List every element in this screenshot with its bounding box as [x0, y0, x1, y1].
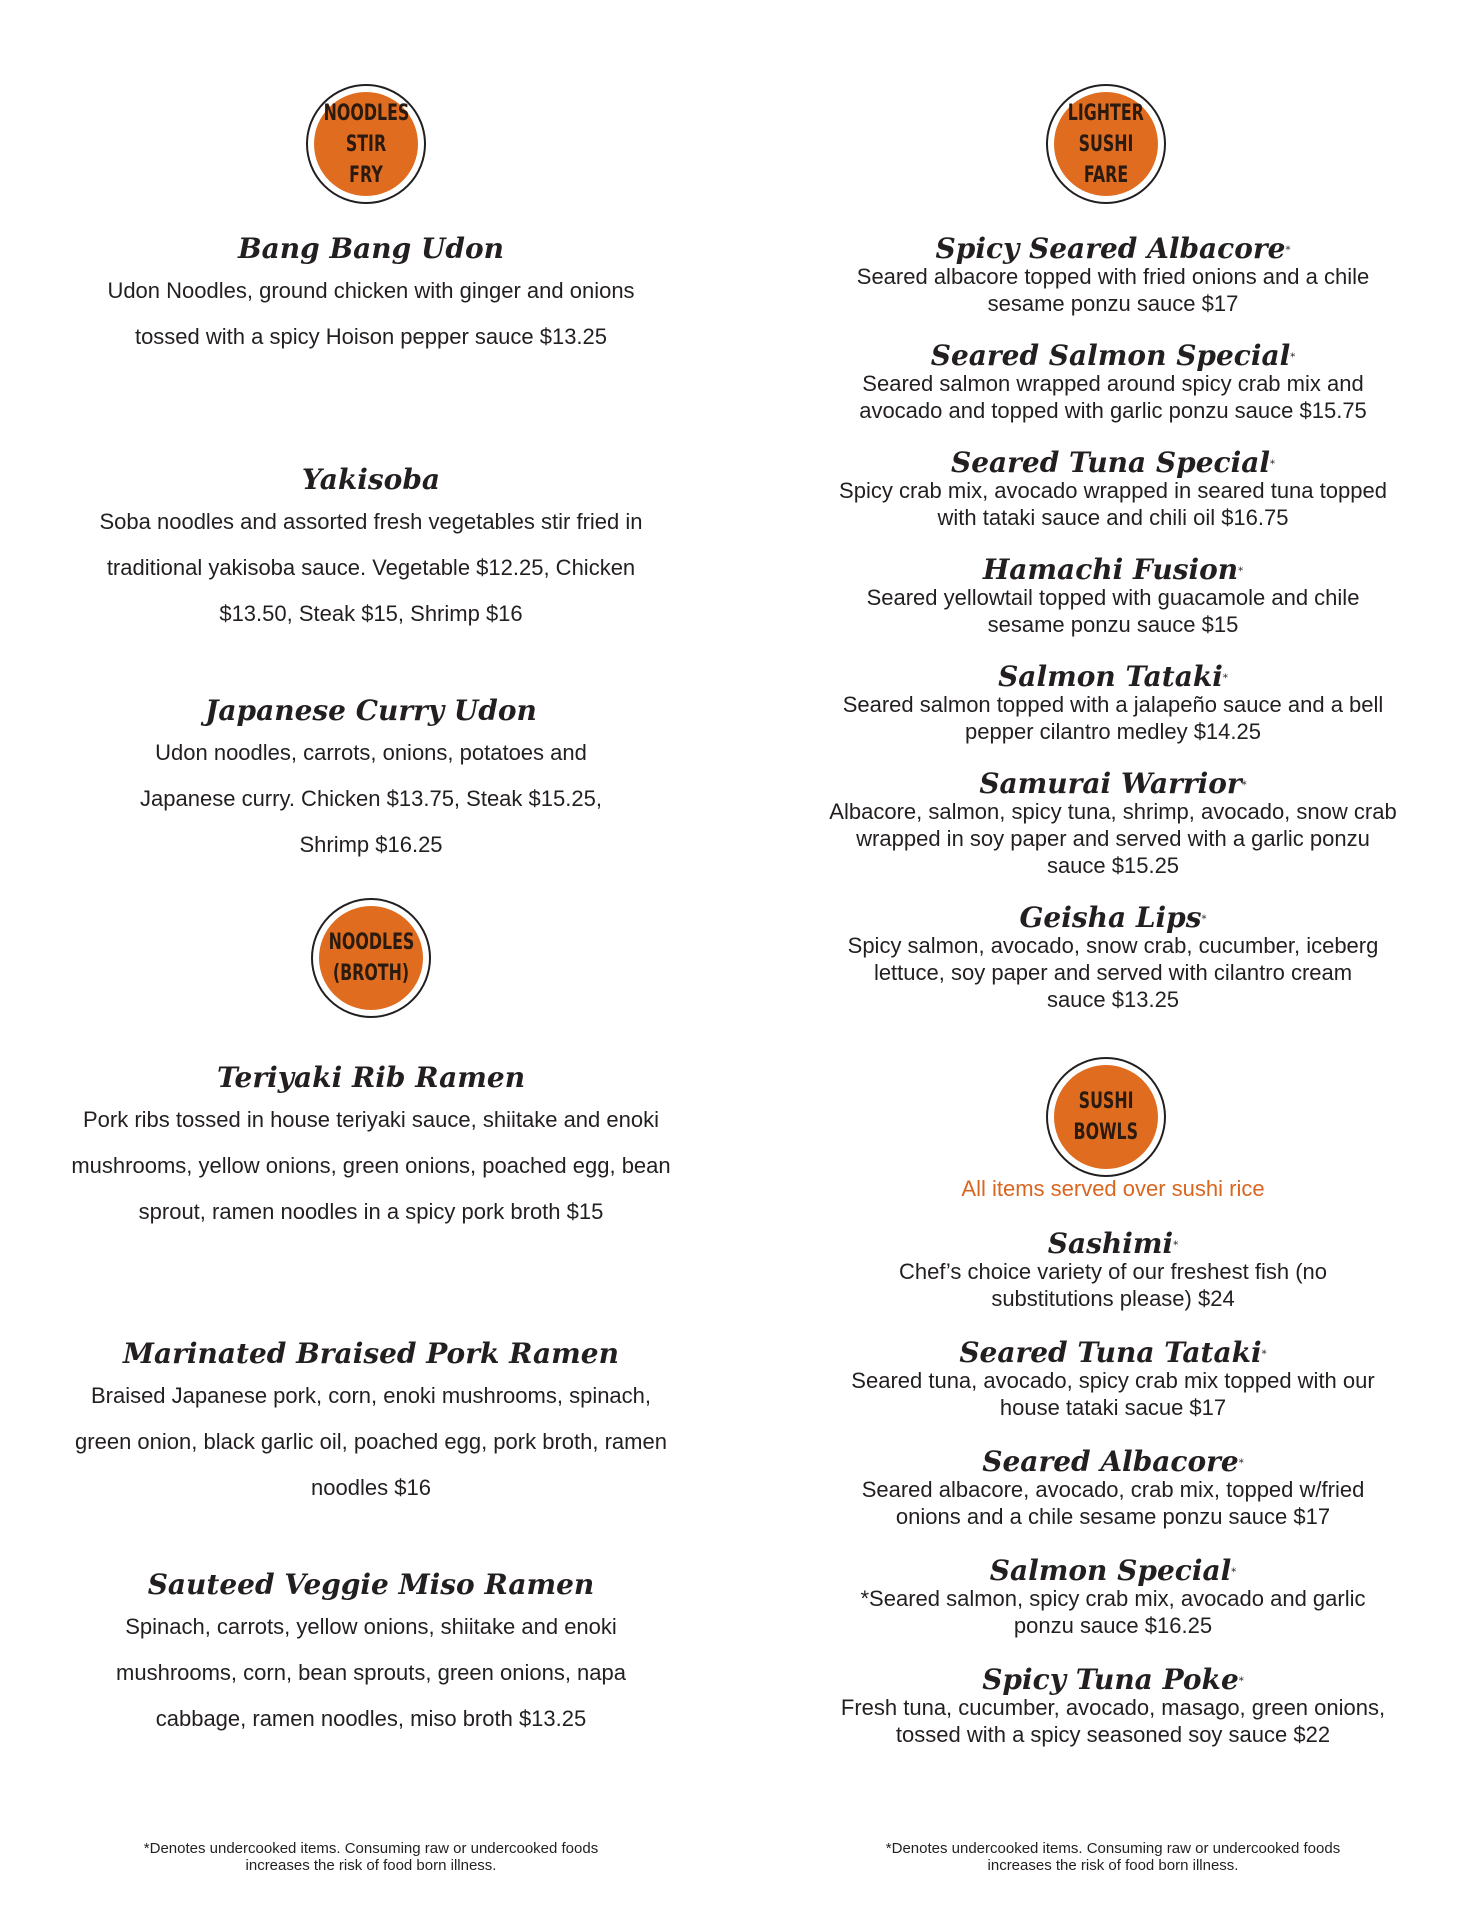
item-title: [812, 660, 1414, 693]
menu-item: [812, 446, 1414, 531]
footer-disclaimer: *Denotes undercooked items. Consuming raw or undercooked foods increases the risk of food born illness.: [143, 1840, 599, 1874]
item-title: [812, 1445, 1414, 1478]
item-title-text: Geisha Lips: [1019, 901, 1202, 934]
item-title-text: Hamachi Fusion: [982, 553, 1239, 586]
asterisk: *: [1201, 914, 1207, 925]
menu-item: [812, 1445, 1414, 1530]
item-title: [812, 1663, 1414, 1696]
item-title: Sauteed Veggie Miso Ramen: [147, 1568, 595, 1601]
menu-item: [812, 339, 1414, 424]
item-description: Spicy crab mix, avocado wrapped in seared tuna topped with tataki sauce and chili oil $16.75: [839, 478, 1387, 530]
menu-item: [812, 232, 1414, 317]
item-title-text: Samurai Warrior: [979, 767, 1242, 800]
noodles-broth-badge: [311, 898, 431, 1018]
item-title-text: Sashimi: [1047, 1227, 1174, 1260]
badge-line: SUSHI FARE: [1078, 131, 1134, 188]
noodles-stir-fry-badge: [306, 84, 426, 204]
item-description: Seared salmon wrapped around spicy crab mix and avocado and topped with garlic ponzu sauce $15.75: [859, 371, 1367, 423]
lighter-sushi-fare-badge: [1046, 84, 1166, 204]
item-title: [812, 1554, 1414, 1587]
menu-item: [812, 1554, 1414, 1639]
item-title: [812, 901, 1414, 934]
item-title-text: Seared Tuna Tataki: [959, 1336, 1262, 1369]
item-description: Udon noodles, carrots, onions, potatoes and Japanese curry. Chicken $13.75, Steak $15.25, Shrimp $16.25: [140, 740, 602, 857]
asterisk: *: [1285, 245, 1291, 256]
menu-item: [812, 1227, 1414, 1312]
menu-item: [70, 694, 672, 868]
item-description: Udon Noodles, ground chicken with ginger and onions tossed with a spicy Hoison pepper sauce $13.25: [107, 278, 635, 349]
menu-item: [70, 1061, 672, 1235]
badge-line: BOWLS: [1073, 1120, 1139, 1145]
asterisk: *: [1261, 1349, 1267, 1360]
asterisk: *: [1238, 566, 1244, 577]
menu-item: [812, 1663, 1414, 1748]
asterisk: *: [1222, 673, 1228, 684]
item-description: Albacore, salmon, spicy tuna, shrimp, avocado, snow crab wrapped in soy paper and served with a garlic ponzu sauce $15.25: [829, 799, 1397, 878]
badge-line: (BROTH): [332, 961, 410, 986]
item-title: [812, 553, 1414, 586]
item-description: Pork ribs tossed in house teriyaki sauce, shiitake and enoki mushrooms, yellow onions, green onions, poached egg, bean sprout, ramen noodles in a spicy pork broth $15: [71, 1107, 671, 1224]
badge-line: NOODLES: [323, 100, 409, 126]
footer-disclaimer: *Denotes undercooked items. Consuming raw or undercooked foods increases the risk of food born illness.: [885, 1840, 1341, 1874]
item-description: Seared salmon topped with a jalapeño sauce and a bell pepper cilantro medley $14.25: [842, 692, 1384, 744]
item-title-text: Salmon Tataki: [998, 660, 1223, 693]
menu-item: [70, 232, 672, 360]
asterisk: *: [1241, 780, 1247, 791]
sushi-bowls-note: All items served over sushi rice: [961, 1176, 1265, 1201]
item-description: Soba noodles and assorted fresh vegetables stir fried in traditional yakisoba sauce. Vegetable $12.25, Chicken $13.50, Steak $15, Shrimp $16: [99, 509, 643, 626]
menu-item: [812, 767, 1414, 879]
asterisk: *: [1238, 1458, 1244, 1469]
menu-item: [70, 463, 672, 637]
menu-item: [812, 553, 1414, 638]
item-description: Seared yellowtail topped with guacamole and chile sesame ponzu sauce $15: [866, 585, 1360, 637]
item-description: Chef’s choice variety of our freshest fish (no substitutions please) $24: [899, 1259, 1327, 1311]
menu-item: [812, 1336, 1414, 1421]
item-description: Spinach, carrots, yellow onions, shiitake and enoki mushrooms, corn, bean sprouts, green onions, napa cabbage, ramen noodles, miso broth $13.25: [116, 1614, 626, 1731]
item-title: Japanese Curry Udon: [205, 694, 537, 727]
item-title-text: Spicy Tuna Poke: [982, 1663, 1239, 1696]
item-title: Bang Bang Udon: [237, 232, 504, 265]
menu-item: [812, 901, 1414, 1013]
item-title: Marinated Braised Pork Ramen: [123, 1337, 619, 1370]
item-description: Seared albacore, avocado, crab mix, topped w/fried onions and a chile sesame ponzu sauce $17: [861, 1477, 1365, 1529]
item-title-text: Spicy Seared Albacore: [935, 232, 1286, 265]
item-title: [812, 232, 1414, 265]
item-title: [812, 446, 1414, 479]
badge-line: LIGHTER: [1067, 100, 1145, 126]
badge-line: SUSHI: [1078, 1089, 1134, 1114]
item-description: *Seared salmon, spicy crab mix, avocado and garlic ponzu sauce $16.25: [860, 1586, 1366, 1638]
badge-line: STIR FRY: [345, 131, 387, 188]
item-title: [812, 339, 1414, 372]
item-description: Seared albacore topped with fried onions and a chile sesame ponzu sauce $17: [856, 264, 1370, 316]
asterisk: *: [1270, 459, 1276, 470]
asterisk: *: [1290, 352, 1296, 363]
badge-line: NOODLES: [328, 930, 414, 955]
item-title: [812, 1227, 1414, 1260]
sushi-bowls-badge: [1046, 1057, 1166, 1177]
item-description: Braised Japanese pork, corn, enoki mushrooms, spinach, green onion, black garlic oil, poached egg, pork broth, ramen noodles $16: [75, 1383, 667, 1500]
item-title: Teriyaki Rib Ramen: [216, 1061, 526, 1094]
item-title-text: Salmon Special: [989, 1554, 1232, 1587]
item-title-text: Seared Albacore: [982, 1445, 1239, 1478]
item-title-text: Seared Salmon Special: [930, 339, 1291, 372]
asterisk: *: [1173, 1240, 1179, 1251]
menu-item: [70, 1568, 672, 1742]
asterisk: *: [1238, 1676, 1244, 1687]
menu-item: [812, 660, 1414, 745]
asterisk: *: [1231, 1567, 1237, 1578]
item-description: Spicy salmon, avocado, snow crab, cucumber, iceberg lettuce, soy paper and served with cilantro cream sauce $13.25: [847, 933, 1379, 1012]
item-title: [812, 1336, 1414, 1369]
item-title: [812, 767, 1414, 800]
menu-item: [70, 1337, 672, 1511]
item-description: Fresh tuna, cucumber, avocado, masago, green onions, tossed with a spicy seasoned soy sauce $22: [840, 1695, 1386, 1747]
item-description: Seared tuna, avocado, spicy crab mix topped with our house tataki sacue $17: [851, 1368, 1375, 1420]
item-title-text: Seared Tuna Special: [950, 446, 1271, 479]
item-title: Yakisoba: [301, 463, 441, 496]
